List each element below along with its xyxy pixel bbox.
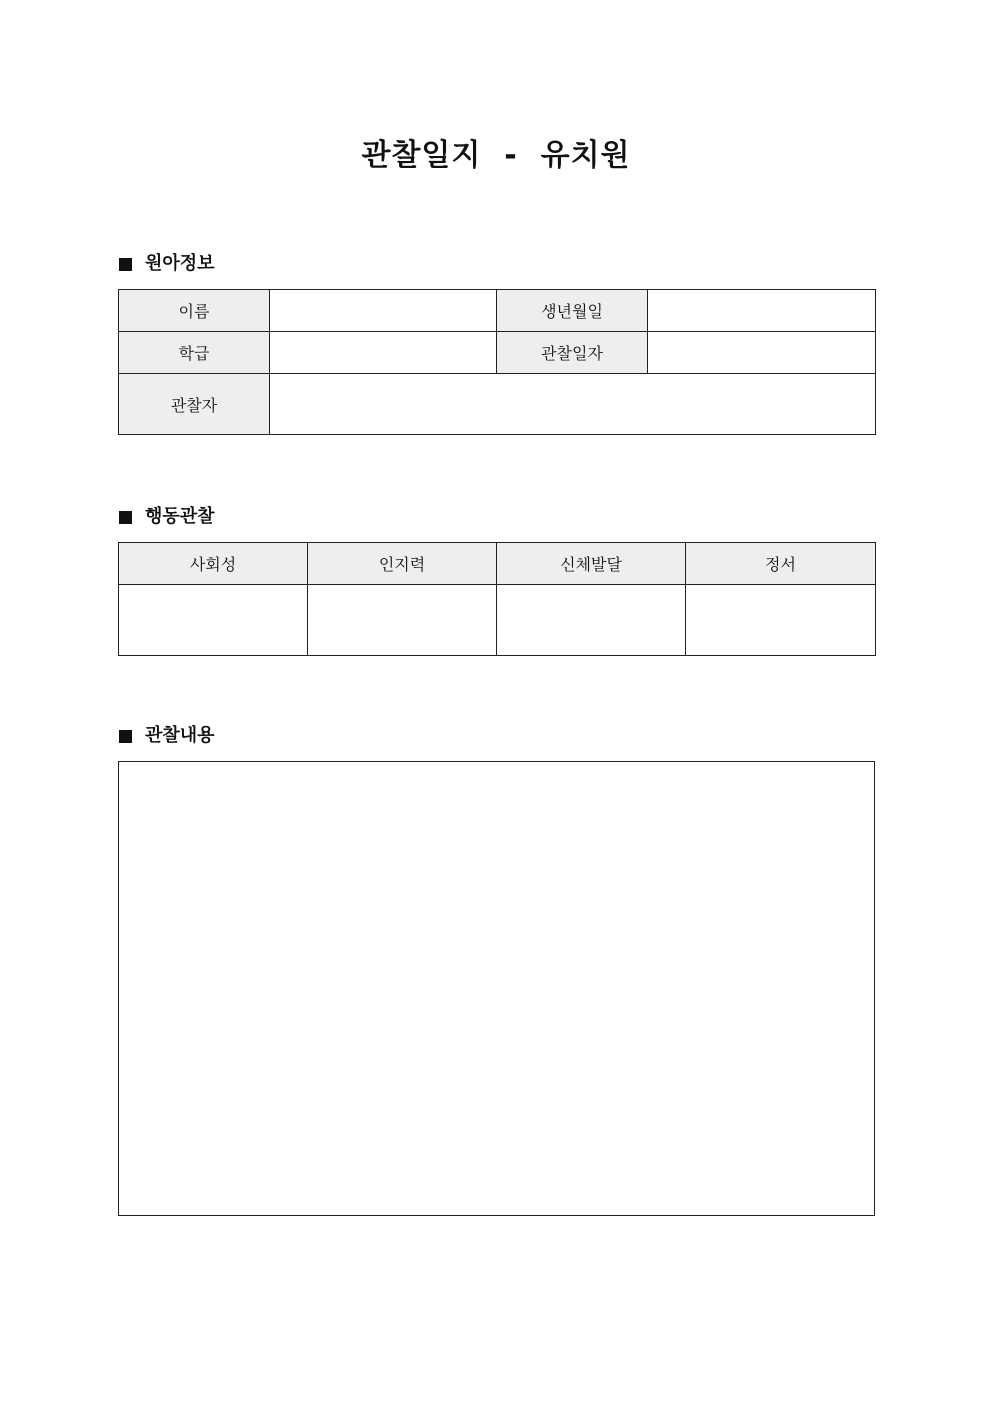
- table-row: [119, 585, 876, 656]
- sociality-field[interactable]: [119, 585, 308, 656]
- table-row: [119, 374, 876, 435]
- square-bullet-icon: [119, 258, 132, 271]
- birthdate-label: 생년월일: [497, 290, 648, 332]
- section-heading-label: 원아정보: [145, 253, 215, 274]
- name-label: 이름: [119, 290, 270, 332]
- section-heading-child-info: [119, 251, 215, 277]
- child-info-table: [118, 289, 876, 435]
- behavior-observation-table: [118, 542, 876, 656]
- square-bullet-icon: [119, 511, 132, 524]
- table-row: [119, 290, 876, 332]
- column-header-physical-development: 신체발달: [497, 543, 686, 585]
- observer-field[interactable]: [270, 374, 876, 435]
- square-bullet-icon: [119, 730, 132, 743]
- observation-date-field[interactable]: [648, 332, 876, 374]
- class-field[interactable]: [270, 332, 497, 374]
- section-heading-label: 행동관찰: [145, 506, 215, 527]
- column-header-sociality: 사회성: [119, 543, 308, 585]
- section-heading-observation-content: [119, 723, 215, 749]
- emotion-field[interactable]: [686, 585, 876, 656]
- observation-date-label: 관찰일자: [497, 332, 648, 374]
- observer-label: 관찰자: [119, 374, 270, 435]
- birthdate-field[interactable]: [648, 290, 876, 332]
- column-header-cognition: 인지력: [308, 543, 497, 585]
- table-header-row: [119, 543, 876, 585]
- document-title: 관찰일지 - 유치원: [361, 138, 631, 173]
- section-heading-behavior: [119, 504, 215, 530]
- cognition-field[interactable]: [308, 585, 497, 656]
- section-heading-label: 관찰내용: [145, 725, 215, 746]
- physical-development-field[interactable]: [497, 585, 686, 656]
- name-field[interactable]: [270, 290, 497, 332]
- observation-content-field[interactable]: [118, 761, 875, 1216]
- column-header-emotion: 정서: [686, 543, 876, 585]
- class-label: 학급: [119, 332, 270, 374]
- table-row: [119, 332, 876, 374]
